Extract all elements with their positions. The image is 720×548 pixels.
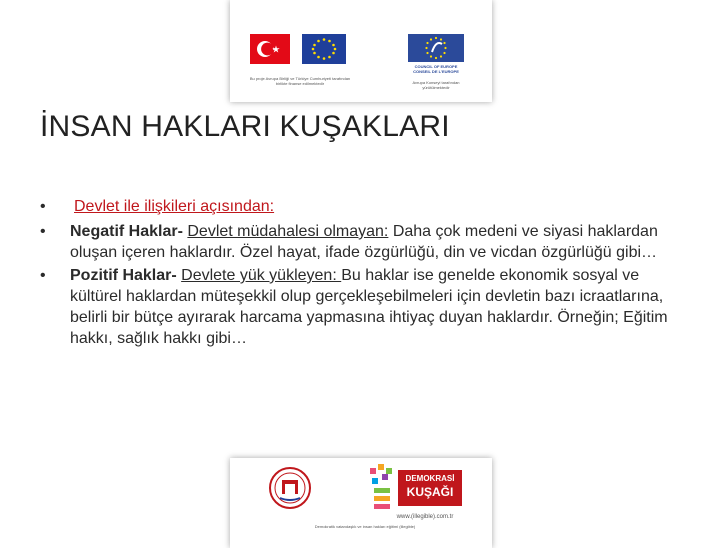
footer-logo-panel [230,458,492,548]
turkey-flag-icon [250,34,290,64]
bullet-text: Devlet ile ilişkileri açısından: [74,198,275,215]
bullet-marker: • [40,267,46,284]
header-logo-panel [230,0,492,102]
positive-rights-text: Bu haklar ise genelde ekonomik sosyal ve kültürel haklardan müteşekkil olup gerçekleşebilmeleri için devletin bazı icraatlarına, belirli bir bütçe ayırarak harcama yapmasına ihtiyaç duyan haklardır. Örneğin; Eğitim hakkı, sağlık hakkı gibi… [70,267,668,347]
negative-rights-definition: Devlet müdahalesi olmayan: [187,223,389,240]
coe-name: COUNCIL OF EUROPE [414,64,458,69]
bullet-item-1 [40,196,680,217]
positive-rights-definition: Devlete yük yükleyen: [181,267,342,284]
eu-funding-caption: Bu proje Avrupa Birliği ve Türkiye Cumhuriyeti tarafından birlikte finanse edilmektedir [249,76,351,86]
bullet-item-3 [40,265,680,349]
democracy-logo-text-2: KUŞAĞI [406,485,454,499]
coe-caption: Avrupa Konseyi tarafından yürütülmektedir [412,80,460,90]
ministry-seal-logo [270,468,310,508]
bullet-marker: • [40,198,46,215]
council-of-europe-logo [408,34,464,62]
positive-rights-label: Pozitif Haklar- [70,267,177,284]
slide-title: İNSAN HAKLARI KUŞAKLARI [40,110,450,143]
bullet-item-2 [40,221,680,263]
democracy-logo-text-1: DEMOKRASİ [405,474,455,483]
eu-flag-icon [302,34,346,64]
negative-rights-text: Daha çok medeni ve siyasi haklardan oluşan içeren haklardır. Özel hayat, ifade özgürlüğü, din ve vicdan özgürlüğü gibi… [70,223,658,261]
negative-rights-label: Negatif Haklar- [70,223,183,240]
bullet-marker: • [40,223,46,240]
bullet-list [40,196,680,351]
footer-caption: Demokratik vatandaşlık ve insan hakları eğitimi (illegible) [314,524,416,529]
website-url: www.(illegible).com.tr [396,514,454,520]
coe-name-fr: CONSEIL DE L'EUROPE [413,69,459,74]
